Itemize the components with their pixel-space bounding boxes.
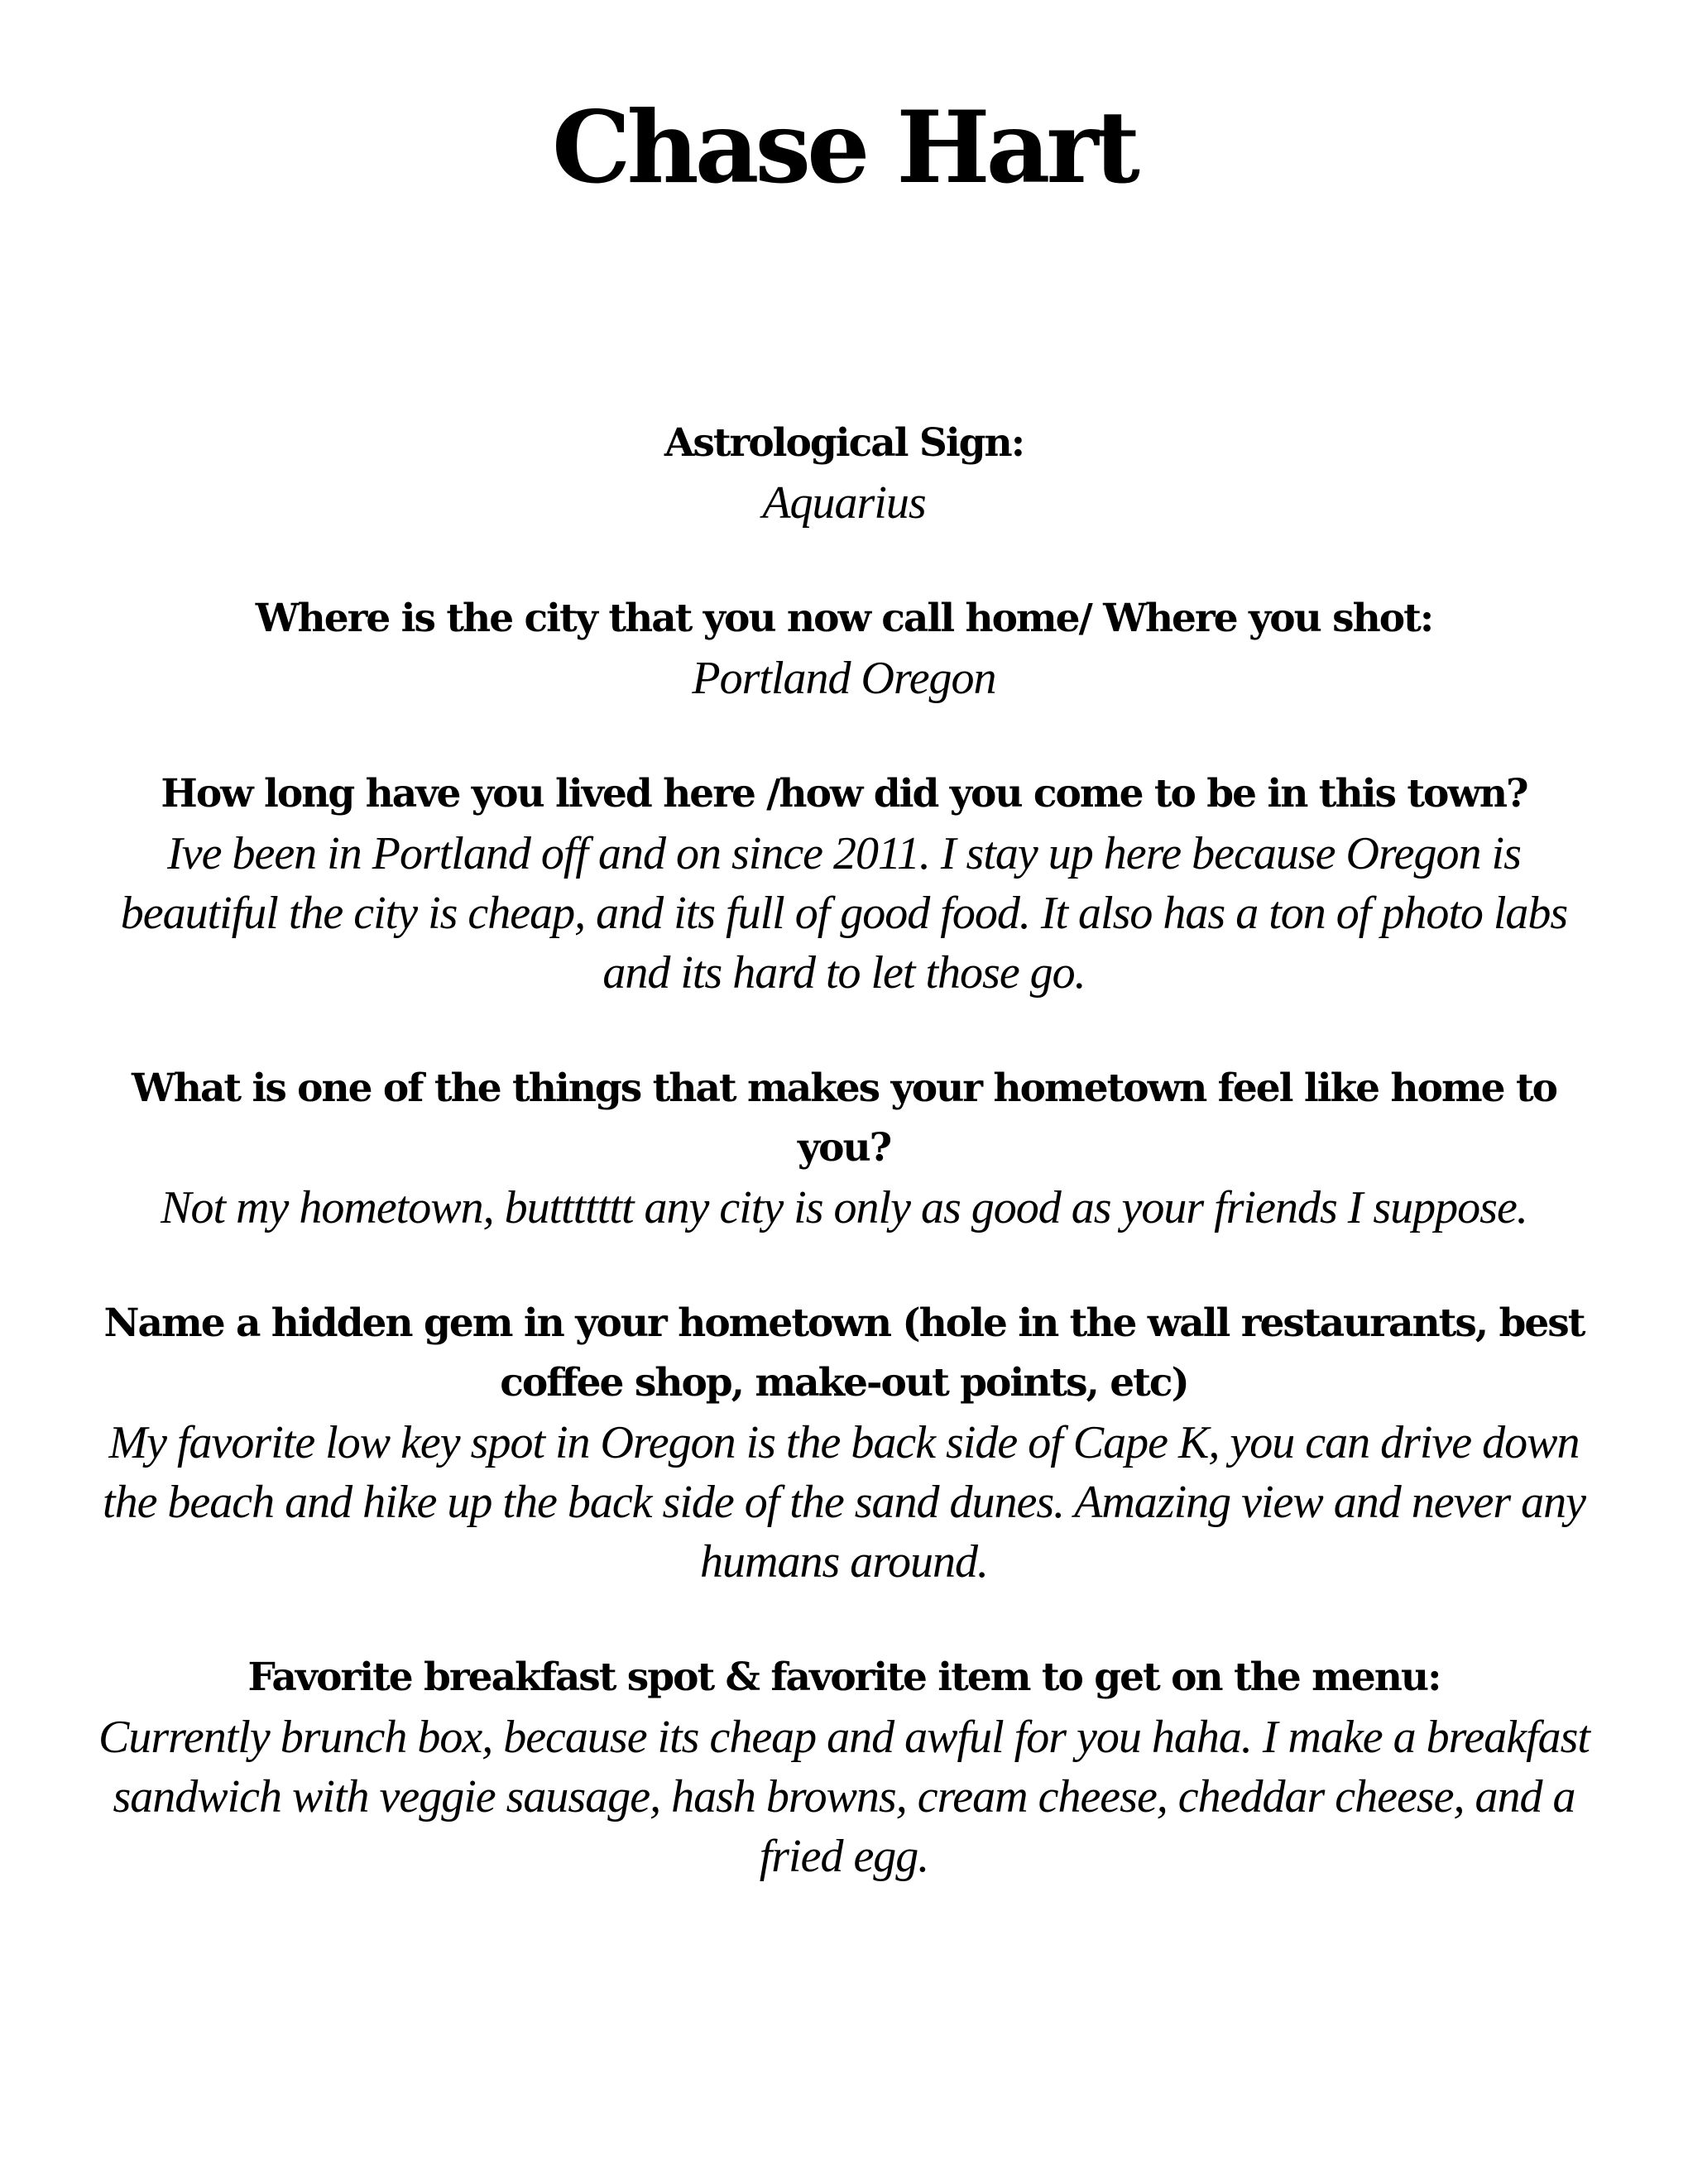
qa-hidden-gem bbox=[91, 1294, 1597, 1592]
qa-how-long bbox=[91, 764, 1597, 1003]
question: Favorite breakfast spot & favorite item to get on the menu: bbox=[247, 1655, 1441, 1700]
qa-home-city bbox=[91, 589, 1597, 708]
answer: Aquarius bbox=[762, 477, 926, 529]
qa-feels-like-home bbox=[91, 1059, 1597, 1238]
qa-breakfast-spot bbox=[91, 1648, 1597, 1886]
qa-list bbox=[91, 414, 1597, 1942]
question: Name a hidden gem in your hometown (hole in the wall restaurants, best coffee shop, make-out points, etc) bbox=[103, 1300, 1585, 1406]
answer: Not my hometown, buttttttt any city is only as good as your friends I suppose. bbox=[161, 1182, 1527, 1233]
question: Where is the city that you now call home/ Where you shot: bbox=[255, 596, 1433, 641]
answer: Ive been in Portland off and on since 2011. I stay up here because Oregon is beautiful the city is cheap, and its full of good food. It also has a ton of photo labs and its hard to let those go. bbox=[120, 828, 1568, 999]
question: Astrological Sign: bbox=[664, 420, 1024, 466]
answer: Portland Oregon bbox=[692, 653, 996, 704]
question: How long have you lived here /how did you come to be in this town? bbox=[161, 771, 1527, 817]
question: What is one of the things that makes your hometown feel like home to you? bbox=[131, 1066, 1556, 1171]
answer: My favorite low key spot in Oregon is the back side of Cape K, you can drive down the beach and hike up the back side of the sand dunes. Amazing view and never any humans around. bbox=[103, 1417, 1585, 1588]
qa-astrological-sign bbox=[91, 414, 1597, 533]
page-title: Chase Hart bbox=[552, 89, 1136, 206]
answer: Currently brunch box, because its cheap and awful for you haha. I make a breakfast sandwich with veggie sausage, hash browns, cream cheese, cheddar cheese, and a fried egg. bbox=[98, 1712, 1590, 1882]
